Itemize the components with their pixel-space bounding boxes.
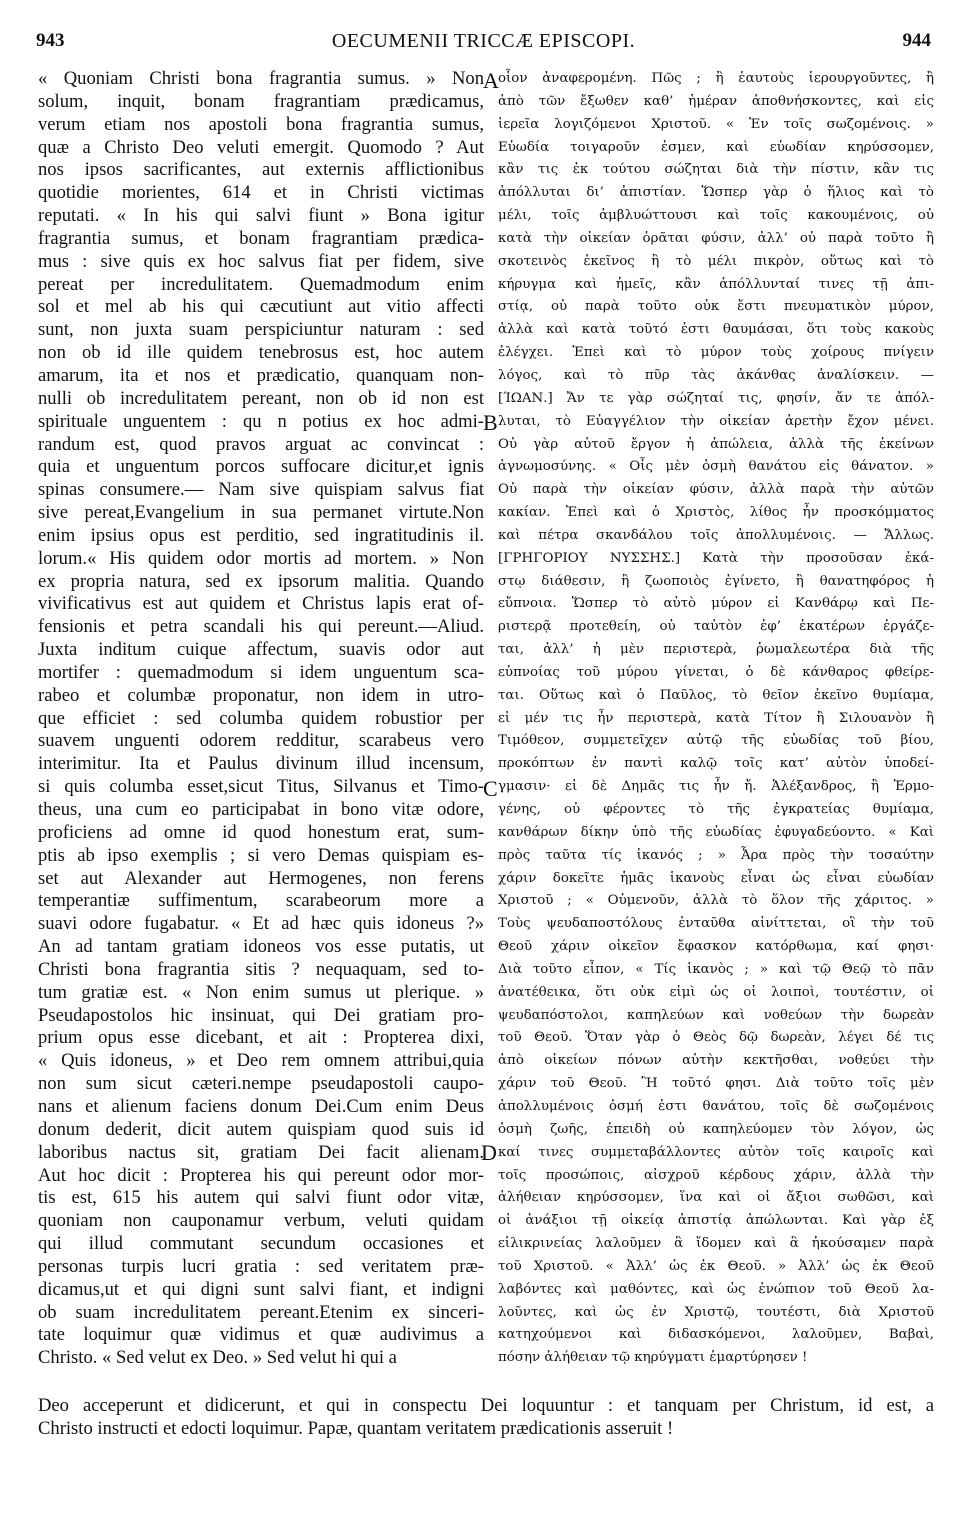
text-line: Διὰ τοῦτο εἶπον, « Τίς ἱκανὸς ; » καὶ τῷ Θεῷ τὸ πᾶν (498, 961, 934, 977)
text-line: Christo instructi et edocti loquimur. Papæ, quantam veritatem prædicationis asseruit ! (38, 1417, 674, 1439)
text-line: [ΓΡΗΓΟΡΙΟΥ ΝΥΣΣΗΣ.] Κατὰ τὴν προσοῦσαν ἑκά- (498, 550, 934, 566)
text-line: ἱερεῖα λογιζόμενοι Χριστοῦ. « Ἐν τοῖς σωζομένοις. » (498, 116, 934, 132)
text-line: verum etiam nos apostoli bona fragrantia sumus, (38, 113, 484, 135)
text-line: Aut hoc dicit : Propterea his qui pereunt odor mor- (38, 1164, 484, 1186)
text-line: γένης, οὐ φέροντες τὸ τῆς ἐγκρατείας θυμίαμα, (498, 802, 934, 817)
text-line: ται. Οὕτως καὶ ὁ Παῦλος, τὸ θεῖον ἐκεῖνο θυμίαμα, (498, 687, 934, 703)
text-line: amarum, ita et nos et prædicatio, quanquam non- (38, 364, 484, 386)
text-line: εἰλικρινείας λαλοῦμεν ἃ ἴδομεν καὶ ἃ ἠκούσαμεν παρὰ (498, 1236, 934, 1252)
text-line: ἀνατέθεικα, ὅτι οὐκ εἰμὶ ὡς οἱ λοιποὶ, τουτέστιν, οἱ (498, 984, 934, 1000)
full-width-continuation (38, 1394, 934, 1440)
text-line: tum gratiæ est. « Non enim sumus ut plerique. » (38, 981, 484, 1003)
text-line: ἀπὸ οἰκείων πόνων αὐτὴν κεκτῆσθαι, νοθεύει τὴν (498, 1053, 934, 1069)
text-line: ὀσμὴ ζωῆς, ἐπειδὴ οὐ καπηλεύομεν τὸν λόγον, ὡς (498, 1121, 934, 1137)
text-line: suavi odore fugabatur. « Et ad hæc quis idoneus ?» (38, 913, 484, 935)
text-line: ἀπολλυμένοις ὀσμή ἐστι θανάτου, τοῖς δὲ σωζομένοις (498, 1098, 934, 1114)
latin-column (38, 68, 484, 1370)
text-line: qui illud commutant secundum occasiones et (38, 1233, 484, 1255)
text-line: ἀπόλλυται δι’ ἀπιστίαν. Ὥσπερ γὰρ ὁ ἥλιος καὶ τὸ (498, 185, 934, 201)
text-line: quotidie morientes, 614 et in Christi victimas (38, 182, 484, 204)
text-line: λαβόντες καὶ μαθόντες, καὶ ὡς ἐνώπιον τοῦ Θεοῦ λα- (498, 1281, 934, 1297)
text-line: Θεοῦ χάριν οἰκεῖον ἔφασκον κατόρθωμα, καί φησι· (498, 939, 934, 955)
text-line: Χριστοῦ ; « Οὐμενοῦν, ἀλλὰ τὸ ὅλον τῆς χάριτος. » (498, 893, 934, 909)
text-line: γμασιν· εἰ δὲ Δημᾶς τις ἦν ἤ. Ἀλέξανδρος, ἢ Ἑρμο- (498, 779, 934, 795)
text-line: κατηχούμενοι καὶ διδασκόμενοι, λαλοῦμεν, Βαβαὶ, (498, 1327, 934, 1343)
text-line: randum est, quod pravos arguat ac convincat : (38, 433, 484, 455)
text-line: οἷον ἀναφερομένη. Πῶς ; ἢ ἑαυτοὺς ἱερουργοῦντες, ἢ (498, 71, 934, 86)
text-line: πρὸς ταῦτα τίς ἱκανός ; » Ἆρα πρὸς τὴν τοσαύτην (498, 847, 934, 863)
page-number-left: 943 (36, 30, 65, 51)
text-line: reputati. « In his qui salvi fiunt » Bona igitur (38, 205, 484, 227)
text-line: nulli ob incredulitatem pereant, non ob id non est (38, 387, 484, 409)
text-line: « Quoniam Christi bona fragrantia sumus. » Non (38, 68, 484, 89)
text-line: donum dederit, dicit autem quispiam quod suis id (38, 1118, 484, 1140)
text-line: lorum.« His quidem odor mortis ad mortem. » Non (38, 547, 484, 569)
text-line: ψευδαπόστολοι, καπηλεύων καὶ νοθεύων τὴν δωρεὰν (498, 1007, 934, 1023)
text-line: Christi bona fragrantia sitis ? nequaquam, sed to- (38, 958, 484, 980)
text-line: mortifer : quemadmodum si idem unguentum sca- (38, 661, 484, 683)
text-line: sive pereat,Evangelium in sua permanet virtute.Non (38, 502, 484, 524)
text-line: ob suam incredulitatem pereant.Etenim ex sinceri- (38, 1301, 484, 1323)
text-line: dicamus,ut et qui digni sunt salvi fiant, et indigni (38, 1278, 484, 1300)
text-line: fragrantia sumus, et bonam fragrantiam prædica- (38, 227, 484, 249)
text-line: prium opus esse dicebant, et ait : Propterea dixi, (38, 1027, 484, 1049)
text-line: proficiens ad omne id quod honestum erat, sum- (38, 821, 484, 843)
text-line: ex propria natura, sed ex ipsorum malitia. Quando (38, 570, 484, 592)
greek-column (498, 68, 934, 1370)
text-line: κανθάρων δίκην ὑπὸ τῆς εὐωδίας ἐφυγαδεύοντο. « Καὶ (498, 824, 934, 840)
text-line: interimitur. Ita et Paulus divinum illud incensum, (38, 753, 484, 775)
text-line: εἰ μέν τις ἦν περιστερὰ, κατὰ Τίτον ἢ Σιλουανὸν ἢ (498, 710, 934, 726)
text-line: σκοτεινὸς ἐκεῖνος ἢ τὸ μέλι πικρὸν, οὕτως καὶ τὸ (498, 253, 934, 269)
text-line: κήρυγμα καὶ ἡμεῖς, κἂν ἀπόλλυνταί τινες τῇ ἀπι- (498, 276, 934, 292)
text-line: κατὰ τὴν οἰκείαν ὁρᾶται φύσιν, ἀλλ’ οὐ παρὰ τοῦτο ἢ (498, 230, 934, 246)
text-line: nos ipsos sacrificantes, aut externis afflictionibus (38, 159, 484, 181)
text-line: μέλι, τοῖς ἀμβλυώττουσι καὶ τοῖς κακουμένοις, οὐ (498, 208, 934, 224)
text-line: Τιμόθεον, συμμετεῖχεν αὐτῷ τῆς εὐωδίας τοῦ βίου, (498, 733, 934, 749)
text-line: Deo acceperunt et didicerunt, et qui in conspectu Dei loquuntur : et tanquam per Christum, id est, a (38, 1395, 934, 1416)
text-line: theus, una cum eo participabat in bono vitæ odore, (38, 799, 484, 820)
text-line: χάριν δοκεῖτε ἡμᾶς ἱκανοὺς εἶναι ὡς εἶναι εὐωδίαν (498, 870, 934, 886)
text-line: rabeo et columbæ proponatur, non idem in utro- (38, 684, 484, 706)
text-line: ἀγνωμοσύνης. « Οἷς μὲν ὀσμὴ θανάτου εἰς θάνατον. » (498, 459, 934, 475)
text-line: « Quis idoneus, » et Deo rem omnem attribui,quia (38, 1050, 484, 1072)
text-line: χάριν τοῦ Θεοῦ. Ἢ τοῦτό φησι. Διὰ τοῦτο τοῖς μὲν (498, 1076, 934, 1092)
text-line: spinas consumere.— Nam sive quispiam salvus fiat (38, 479, 484, 501)
running-title: OECUMENII TRICCÆ EPISCOPI. (331, 30, 636, 52)
text-line: ἀλήθειαν κηρύσσομεν, ἵνα καὶ οἱ ἄξιοι σωθῶσι, καὶ (498, 1190, 934, 1206)
text-line: τοῦ Θεοῦ. Ὅταν γὰρ ὁ Θεὸς δῷ δωρεὰν, λέγει δέ τις (498, 1030, 934, 1046)
text-line: mus : sive quis ex hoc salvus fiat per fidem, sive (38, 250, 484, 272)
text-line: ptis ab ipso exemplis ; si vero Demas quispiam es- (38, 844, 484, 866)
section-marker-c: C (483, 776, 498, 801)
text-line: προκόπτων ἐν παντὶ καλῷ τοῖς κατ’ αὐτὸν ὑποδεί- (498, 756, 934, 772)
text-line: personas turpis lucri gratia : sed veritatem præ- (38, 1255, 484, 1277)
text-line: Juxta inditum cuique affectum, suavis odor aut (38, 639, 484, 661)
text-line: κἂν τις ἐκ τούτου σώζηται διὰ τὴν πίστιν, κἂν τις (498, 162, 934, 178)
text-line: Οὐ γὰρ αὐτοῦ ἔργον ἡ ἀπώλεια, ἀλλὰ τῆς ἐκείνων (498, 436, 934, 452)
text-line: πόσην ἀλήθειαν τῷ κηρύγματι ἐμαρτύρησεν ! (498, 1350, 808, 1366)
text-line: sunt, non juxta suam perspiciuntur naturam : sed (38, 319, 484, 341)
text-line: spirituale unguentem : qu n potius ex hoc admi- (38, 410, 484, 432)
text-line: [ΊΩΑΝ.] Ἄν τε γὰρ σώζηταί τις, φησίν, ἄν τε ἀπόλ- (498, 390, 934, 406)
text-line: quæ a Christo Deo veluti emergit. Quomodo ? Aut (38, 136, 484, 158)
text-line: laboribus nactus sit, gratiam Dei facit alienam. (38, 1141, 484, 1163)
text-line: quia et unguentum porcos suffocare dicitur,et ignis (38, 456, 484, 478)
text-line: Christo. « Sed velut ex Deo. » Sed velut hi qui a (38, 1347, 397, 1369)
text-line: Εὐωδία τοιγαροῦν ἐσμεν, καὶ εὐωδίαν κηρύσσομεν, (498, 139, 934, 155)
text-line: τοῦ Χριστοῦ. « Ἀλλ’ ὡς ἐκ Θεοῦ. » Ἀλλ’ ὡς ἐκ Θεοῦ (498, 1258, 934, 1274)
text-line: nans et alienum faciens donum Dei.Cum enim Deus (38, 1095, 484, 1117)
section-marker-b: B (483, 410, 498, 435)
text-line: non sum sicut cæteri.nempe pseudapostoli caupo- (38, 1073, 484, 1095)
text-line: que efficiet : sed columba quidem robustior per (38, 707, 484, 729)
text-line: λοῦντες, καὶ ὡς ἐν Χριστῷ, τουτέστι, διὰ Χριστοῦ (498, 1304, 934, 1320)
text-line: enim ipsius opus est perditio, sed ingratitudinis il. (38, 524, 484, 546)
text-line: λόγος, καὶ τὸ πῦρ τὰς ἀκάνθας ἀναλίσκειν. — (498, 367, 934, 383)
text-line: pereat per incredulitatem. Quemadmodum enim (38, 273, 484, 295)
text-line: στῳ διάθεσιν, ἢ ζωοποιὸς ἐγίνετο, ἢ θανατηφόρος ἡ (498, 573, 934, 589)
text-line: εὐπνοίας τοῦ μύρου γίνεται, ὁ δὲ κάνθαρος φθείρε- (498, 664, 934, 680)
text-line: ἐλέγχει. Ἐπεὶ καὶ τὸ μύρον τοὺς χοίρους πνίγειν (498, 345, 934, 361)
text-line: tate loquimur quæ vidimus et quæ audivimus a (38, 1324, 484, 1346)
text-line: ἀπὸ τῶν ἔξωθεν καθ’ ἡμέραν ἀποθνήσκοντες, καὶ εἰς (498, 93, 934, 109)
text-line: temperantiæ suffimentum, scarabeorum more a (38, 890, 484, 912)
section-marker-d: D (481, 1140, 497, 1165)
text-line: Τοὺς ψευδαποστόλους ἐνταῦθα αἰνίττεται, οἳ τὴν τοῦ (498, 916, 934, 932)
text-line: ται, ἀλλ’ ἡ μὲν περιστερὰ, ῥωμαλεωτέρα διὰ τῆς (498, 642, 934, 658)
text-line: στίᾳ, οὐ παρὰ τοῦτο οὐκ ἔστι πνευματικὸν μύρον, (498, 299, 934, 315)
text-line: οἱ ἀνάξιοι τῇ οἰκείᾳ ἀπιστίᾳ ἀπώλωνται. Καὶ γὰρ ἐξ (498, 1213, 934, 1229)
section-marker-a: A (483, 68, 499, 93)
text-line: καί τινες συμμεταβάλλοντες αὐτὸν τοῖς καιροῖς καὶ (498, 1144, 934, 1160)
text-line: Οὐ παρὰ τὴν οἰκείαν φύσιν, ἀλλὰ παρὰ τὴν αὐτῶν (498, 482, 934, 498)
text-line: κακίαν. Ἐπεὶ καὶ ὁ Χριστὸς, λίθος ἦν προσκόμματος (498, 505, 934, 521)
text-line: suavem unguenti odorem redditur, scarabeus vero (38, 730, 484, 752)
text-line: ριστερᾷ προτεθείη, οὐ ταὐτὸν ἐφ’ ἑκατέρων ἐργάζε- (498, 619, 934, 635)
text-line: solum, inquit, bonam fragrantiam prædicamus, (38, 90, 484, 112)
text-line: vivificativus est aut quidem et Christus lapis erat of- (38, 593, 484, 615)
text-line: Pseudapostolos hic insinuat, qui Dei gratiam pro- (38, 1004, 484, 1026)
text-line: εὔπνοια. Ὥσπερ τὸ αὐτὸ μύρον εἰ Κανθάρῳ καὶ Πε- (498, 596, 934, 612)
text-line: sol et mel ab his qui cæcutiunt aut vitio affecti (38, 296, 484, 318)
text-line: si quis columba esset,sicut Titus, Silvanus et Timo- (38, 776, 484, 798)
text-line: quoniam non cauponamur verbum, veluti quidam (38, 1210, 484, 1232)
text-line: τοῖς προσώποις, αἰσχροῦ κέρδους χάριν, ἀλλὰ τὴν (498, 1167, 934, 1183)
text-line: An ad tantam gratiam idoneos vos esse putatis, ut (38, 936, 484, 958)
page-number-right: 944 (902, 30, 931, 51)
text-line: λυται, τὸ Εὐαγγέλιον τὴν οἰκείαν ἀρετὴν ἔχον μένει. (498, 413, 934, 429)
text-line: ἀλλὰ καὶ κατὰ τοῦτό ἐστι θαυμάσαι, ὅτι τοὺς κακοὺς (498, 322, 934, 338)
text-line: tis est, 615 his autem qui salvi fiunt odor vitæ, (38, 1187, 484, 1209)
text-line: καὶ πέτρα σκανδάλου τοῖς ἀπολλυμένοις. — Ἄλλως. (498, 527, 934, 543)
text-line: set aut Alexander aut Hermogenes, non ferens (38, 867, 484, 889)
text-line: non ob id ille quidem tenebrosus est, hoc autem (38, 342, 484, 364)
page-header (36, 30, 931, 58)
text-line: fensionis et petra scandali his qui pereunt.—Aliud. (38, 616, 484, 638)
